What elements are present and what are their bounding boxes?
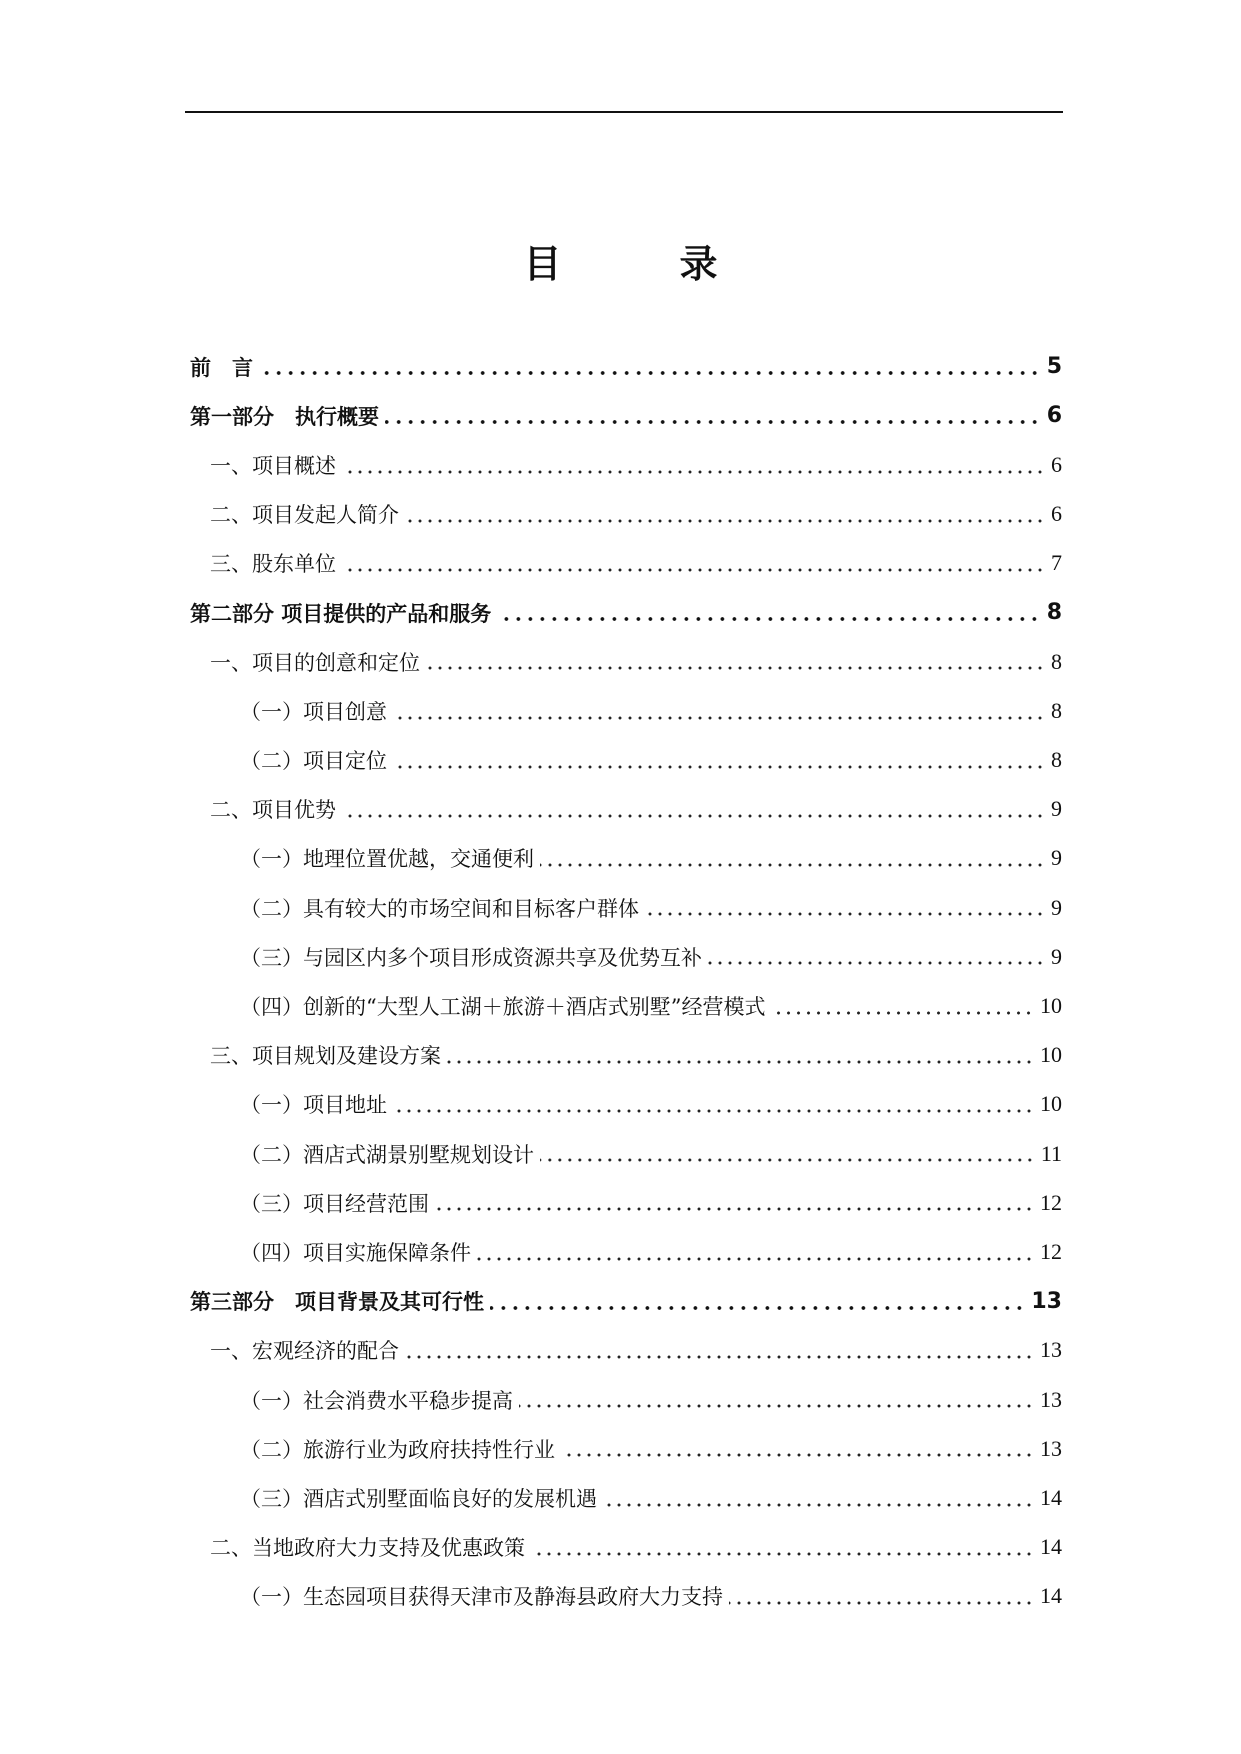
toc-entry[interactable] — [190, 637, 1062, 686]
toc-entry-label: 第二部分 项目提供的产品和服务 — [190, 601, 492, 626]
toc-dot-leader — [393, 765, 1045, 769]
toc-dot-leader — [540, 863, 1045, 867]
toc-entry-page: 12 — [1040, 1189, 1062, 1215]
toc-entry-label: 二、当地政府大力支持及优惠政策 — [210, 1536, 525, 1561]
toc-entry[interactable] — [190, 785, 1062, 834]
toc-entry-label: （一）地理位置优越，交通便利 — [240, 847, 534, 872]
toc-entry[interactable] — [190, 490, 1062, 539]
toc-entry-page: 7 — [1051, 550, 1062, 576]
toc-dot-leader — [405, 519, 1045, 523]
toc-dot-leader — [435, 1207, 1034, 1211]
toc-entry-page: 6 — [1051, 501, 1062, 527]
toc-dot-leader — [708, 961, 1045, 965]
toc-dot-leader — [342, 814, 1045, 818]
toc-entry-page: 10 — [1040, 1042, 1062, 1068]
toc-dot-leader — [393, 716, 1045, 720]
toc-entry[interactable] — [190, 1424, 1062, 1473]
toc-entry-label: （二）酒店式湖景别墅规划设计 — [240, 1142, 534, 1167]
toc-dot-leader — [645, 912, 1045, 916]
toc-dot-leader — [393, 1109, 1034, 1113]
toc-entry[interactable] — [190, 883, 1062, 932]
toc-entry[interactable] — [190, 1375, 1062, 1424]
toc-entry-page: 6 — [1051, 451, 1062, 477]
toc-entry[interactable] — [190, 932, 1062, 981]
toc-dot-leader — [497, 617, 1040, 621]
header-rule — [185, 111, 1063, 113]
toc-entry-page: 9 — [1051, 845, 1062, 871]
toc-entry[interactable] — [190, 1080, 1062, 1129]
toc-entry-page: 14 — [1040, 1534, 1062, 1560]
toc-entry-label: （一）生态园项目获得天津市及静海县政府大力支持 — [240, 1585, 723, 1610]
toc-entry[interactable] — [190, 834, 1062, 883]
toc-entry-page: 11 — [1040, 1140, 1062, 1166]
toc-dot-leader — [729, 1601, 1034, 1605]
toc-entry[interactable] — [190, 1473, 1062, 1522]
toc-entry[interactable] — [190, 1031, 1062, 1080]
toc-entry-page: 14 — [1040, 1484, 1062, 1510]
toc-entry-label: 二、项目发起人简介 — [210, 503, 399, 528]
toc-entry-page: 8 — [1051, 697, 1062, 723]
toc-entry-label: 一、项目的创意和定位 — [210, 650, 420, 675]
toc-entry-label: 三、项目规划及建设方案 — [210, 1044, 441, 1069]
toc-entry[interactable] — [190, 1523, 1062, 1572]
toc-entry[interactable] — [190, 588, 1062, 637]
toc-entry[interactable] — [190, 1227, 1062, 1276]
toc-entry-page: 10 — [1040, 1091, 1062, 1117]
toc-dot-leader — [490, 1306, 1025, 1310]
toc-entry-page: 9 — [1051, 894, 1062, 920]
toc-entry-label: （三）酒店式别墅面临良好的发展机遇 — [240, 1486, 597, 1511]
toc-entry-page: 5 — [1046, 354, 1062, 380]
toc-dot-leader — [519, 1404, 1034, 1408]
toc-entry-label: 前 言 — [190, 355, 253, 380]
toc-entry-label: （三）与园区内多个项目形成资源共享及优势互补 — [240, 945, 702, 970]
toc-entry-label: （一）项目地址 — [240, 1093, 387, 1118]
toc-list — [190, 342, 1062, 1621]
toc-dot-leader — [603, 1503, 1034, 1507]
toc-dot-leader — [426, 666, 1045, 670]
toc-entry-page: 14 — [1040, 1583, 1062, 1609]
toc-entry-page: 8 — [1051, 747, 1062, 773]
toc-dot-leader — [561, 1453, 1034, 1457]
toc-entry-label: （一）项目创意 — [240, 699, 387, 724]
toc-entry-page: 9 — [1051, 796, 1062, 822]
toc-entry[interactable] — [190, 1277, 1062, 1326]
toc-entry[interactable] — [190, 1178, 1062, 1227]
toc-entry[interactable] — [190, 1572, 1062, 1621]
toc-entry-page: 13 — [1040, 1337, 1062, 1363]
toc-entry-page: 9 — [1051, 943, 1062, 969]
toc-entry-label: 一、项目概述 — [210, 453, 336, 478]
toc-title: 目 录 — [523, 242, 758, 286]
toc-entry-label: （一）社会消费水平稳步提高 — [240, 1388, 513, 1413]
toc-entry-page: 13 — [1040, 1435, 1062, 1461]
toc-entry-page: 6 — [1046, 403, 1062, 429]
toc-entry-page: 10 — [1040, 993, 1062, 1019]
toc-entry-page: 8 — [1046, 600, 1062, 626]
toc-entry[interactable] — [190, 391, 1062, 440]
toc-entry[interactable] — [190, 736, 1062, 785]
toc-dot-leader — [771, 1011, 1034, 1015]
toc-entry-label: 第三部分 项目背景及其可行性 — [190, 1290, 484, 1315]
toc-entry[interactable] — [190, 539, 1062, 588]
toc-entry-page: 13 — [1040, 1386, 1062, 1412]
toc-dot-leader — [342, 470, 1045, 474]
toc-dot-leader — [540, 1158, 1035, 1162]
toc-dot-leader — [531, 1552, 1034, 1556]
toc-entry-label: （二）项目定位 — [240, 749, 387, 774]
toc-entry-label: 第一部分 执行概要 — [190, 404, 379, 429]
toc-entry-page: 8 — [1051, 648, 1062, 674]
toc-entry-label: 二、项目优势 — [210, 798, 336, 823]
toc-entry-label: 三、股东单位 — [210, 552, 336, 577]
toc-entry-label: 一、宏观经济的配合 — [210, 1339, 399, 1364]
toc-entry[interactable] — [190, 1129, 1062, 1178]
toc-entry-page: 12 — [1040, 1238, 1062, 1264]
toc-entry-page: 13 — [1031, 1288, 1062, 1314]
toc-dot-leader — [259, 371, 1041, 375]
toc-entry[interactable] — [190, 981, 1062, 1030]
toc-dot-leader — [405, 1355, 1034, 1359]
toc-entry[interactable] — [190, 342, 1062, 391]
toc-dot-leader — [477, 1257, 1034, 1261]
toc-entry-label: （二）具有较大的市场空间和目标客户群体 — [240, 896, 639, 921]
toc-entry-label: （二）旅游行业为政府扶持性行业 — [240, 1437, 555, 1462]
toc-entry[interactable] — [190, 440, 1062, 489]
toc-dot-leader — [385, 420, 1041, 424]
toc-entry[interactable] — [190, 1326, 1062, 1375]
toc-entry-label: （三）项目经营范围 — [240, 1191, 429, 1216]
toc-dot-leader — [342, 568, 1045, 572]
toc-entry-label: （四）项目实施保障条件 — [240, 1240, 471, 1265]
toc-dot-leader — [447, 1060, 1034, 1064]
toc-entry-label: （四）创新的“大型人工湖＋旅游＋酒店式别墅”经营模式 — [240, 995, 766, 1020]
toc-entry[interactable] — [190, 686, 1062, 735]
